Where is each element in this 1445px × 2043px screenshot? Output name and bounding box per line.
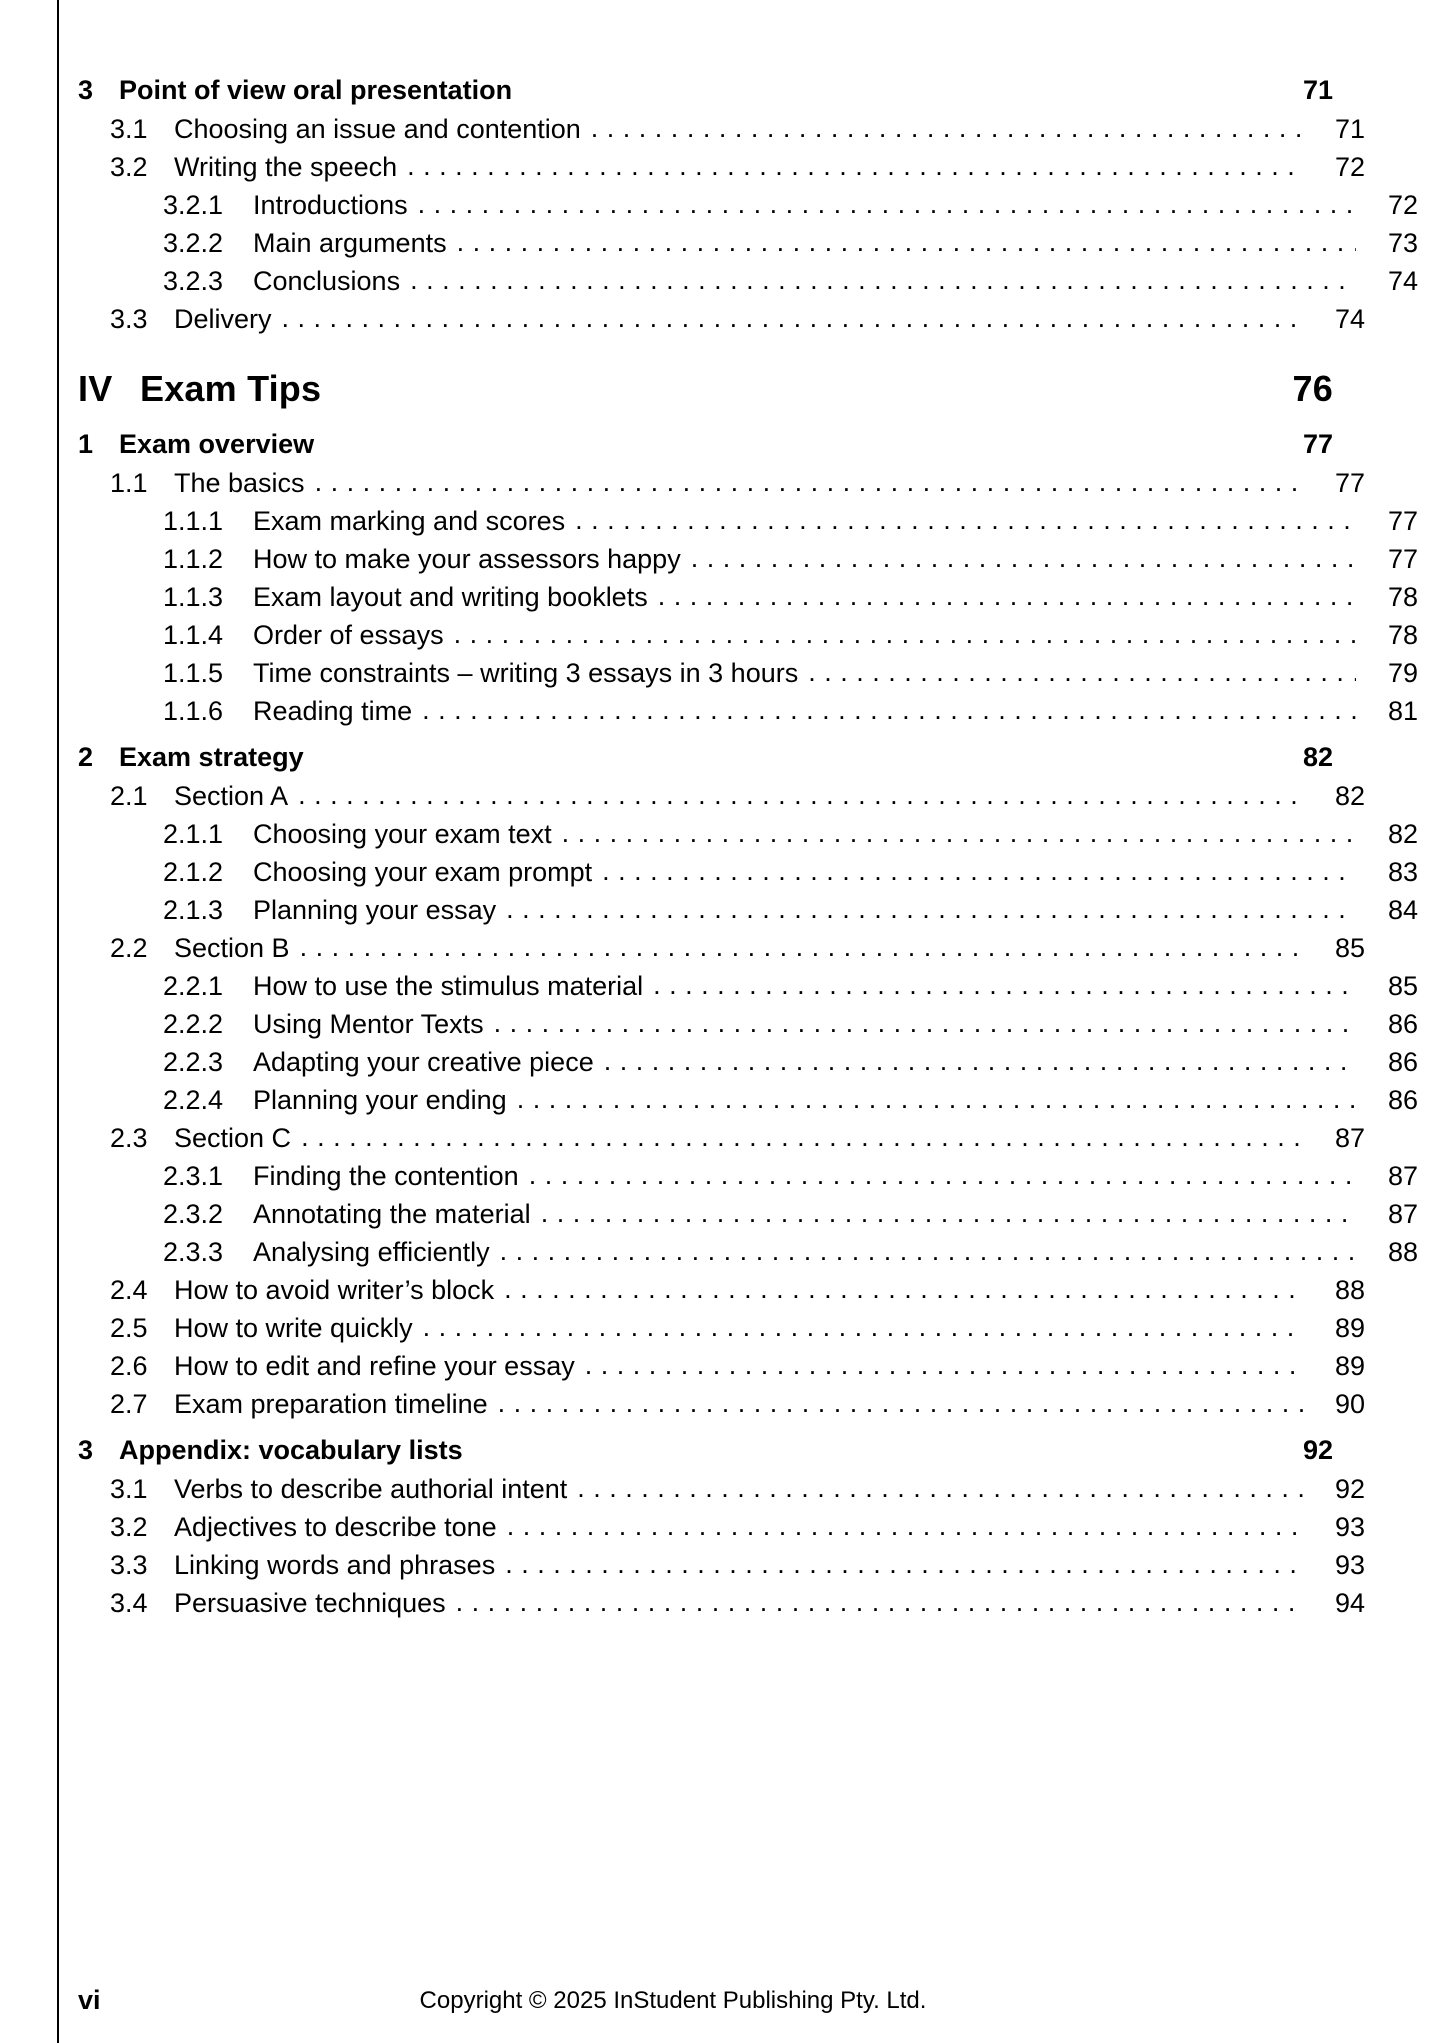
toc-entry-chapter[interactable]: [78, 72, 1333, 106]
toc-entry-number: 2.1.3: [163, 895, 224, 925]
toc-entry-number: 3.2: [110, 152, 148, 182]
toc-entry-subsection[interactable]: [78, 1234, 1418, 1268]
toc-entry-page-number: 93: [1334, 1550, 1365, 1580]
toc-dot-leader: [282, 301, 1303, 328]
toc-dot-leader: [577, 1471, 1303, 1498]
toc-entry-subsection[interactable]: [78, 617, 1418, 651]
toc-entry-part[interactable]: [78, 365, 1333, 410]
toc-entry-title: Section B: [174, 933, 290, 963]
toc-entry-number: 2.1.1: [163, 819, 224, 849]
toc-entry-number: 1: [78, 429, 94, 459]
toc-entry-page-number: 88: [1334, 1275, 1365, 1305]
toc-entry-title: Exam strategy: [119, 742, 304, 772]
toc-entry-subsection[interactable]: [78, 503, 1418, 537]
toc-entry-number: 2.2: [110, 933, 148, 963]
toc-entry-page-number: 78: [1387, 582, 1418, 612]
toc-dot-leader: [541, 1196, 1356, 1223]
table-of-contents: [78, 60, 1418, 1623]
toc-entry-page-number: 83: [1387, 857, 1418, 887]
toc-entry-chapter[interactable]: [78, 739, 1333, 773]
toc-entry-title: Time constraints – writing 3 essays in 3 hours: [253, 658, 799, 688]
toc-dot-leader: [517, 1082, 1356, 1109]
toc-entry-page-number: 85: [1387, 971, 1418, 1001]
toc-entry-section[interactable]: [78, 1348, 1365, 1382]
toc-dot-leader: [529, 1158, 1356, 1185]
toc-entry-page-number: 87: [1387, 1161, 1418, 1191]
toc-entry-subsection[interactable]: [78, 816, 1418, 850]
toc-entry-number: 2: [78, 742, 94, 772]
toc-entry-section[interactable]: [78, 1509, 1365, 1543]
toc-entry-title: Exam Tips: [140, 368, 322, 409]
toc-entry-subsection[interactable]: [78, 693, 1418, 727]
toc-entry-number: 2.3.1: [163, 1161, 224, 1191]
toc-entry-number: 1.1.1: [163, 506, 224, 536]
toc-dot-leader: [301, 1120, 1303, 1147]
toc-entry-number: 3.2.2: [163, 228, 224, 258]
toc-entry-title: Exam overview: [119, 429, 315, 459]
toc-dot-leader: [691, 541, 1356, 568]
toc-entry-chapter[interactable]: [78, 1432, 1333, 1466]
toc-entry-number: 2.7: [110, 1389, 148, 1419]
toc-entry-number: 2.5: [110, 1313, 148, 1343]
toc-entry-title: Verbs to describe authorial intent: [174, 1474, 568, 1504]
toc-entry-page-number: 77: [1334, 468, 1365, 498]
toc-dot-leader: [507, 1509, 1303, 1536]
toc-entry-subsection[interactable]: [78, 655, 1418, 689]
toc-entry-title: Exam marking and scores: [253, 506, 566, 536]
toc-entry-section[interactable]: [78, 1272, 1365, 1306]
toc-entry-title: How to edit and refine your essay: [174, 1351, 575, 1381]
toc-dot-leader: [494, 1006, 1356, 1033]
toc-entry-page-number: 86: [1387, 1085, 1418, 1115]
toc-entry-subsection[interactable]: [78, 263, 1418, 297]
toc-entry-page-number: 71: [1302, 75, 1333, 105]
toc-entry-title: How to use the stimulus material: [253, 971, 644, 1001]
toc-entry-subsection[interactable]: [78, 225, 1418, 259]
toc-entry-title: Choosing an issue and contention: [174, 114, 581, 144]
toc-entry-subsection[interactable]: [78, 1006, 1418, 1040]
toc-entry-section[interactable]: [78, 778, 1365, 812]
toc-entry-number: 2.2.2: [163, 1009, 224, 1039]
toc-entry-title: How to write quickly: [174, 1313, 413, 1343]
toc-entry-number: 3: [78, 75, 94, 105]
toc-entry-subsection[interactable]: [78, 541, 1418, 575]
toc-entry-page-number: 92: [1302, 1435, 1333, 1465]
toc-dot-leader: [300, 930, 1303, 957]
toc-dot-leader: [418, 187, 1356, 214]
toc-entry-chapter[interactable]: [78, 426, 1333, 460]
toc-entry-page-number: 72: [1387, 190, 1418, 220]
toc-dot-leader: [504, 1272, 1303, 1299]
toc-entry-page-number: 73: [1387, 228, 1418, 258]
toc-entry-page-number: 74: [1387, 266, 1418, 296]
toc-entry-subsection[interactable]: [78, 968, 1418, 1002]
toc-entry-title: Writing the speech: [174, 152, 398, 182]
toc-entry-number: 1.1.2: [163, 544, 224, 574]
toc-dot-leader: [410, 263, 1356, 290]
toc-entry-number: 2.3.3: [163, 1237, 224, 1267]
toc-entry-title: Analysing efficiently: [253, 1237, 490, 1267]
copyright-notice: Copyright © 2025 InStudent Publishing Pty. Ltd.: [419, 1987, 927, 2014]
toc-dot-leader: [506, 892, 1356, 919]
toc-entry-number: 1.1.3: [163, 582, 224, 612]
toc-entry-title: Main arguments: [253, 228, 447, 258]
toc-dot-leader: [602, 854, 1356, 881]
toc-entry-number: 2.4: [110, 1275, 148, 1305]
toc-entry-section[interactable]: [78, 1547, 1365, 1581]
toc-entry-title: Annotating the material: [253, 1199, 531, 1229]
toc-entry-title: Linking words and phrases: [174, 1550, 496, 1580]
toc-entry-page-number: 82: [1302, 742, 1333, 772]
toc-entry-number: 2.2.3: [163, 1047, 224, 1077]
toc-entry-number: 2.1.2: [163, 857, 224, 887]
toc-entry-page-number: 77: [1387, 506, 1418, 536]
toc-entry-title: Choosing your exam prompt: [253, 857, 593, 887]
toc-entry-subsection[interactable]: [78, 1082, 1418, 1116]
toc-entry-section[interactable]: [78, 149, 1365, 183]
toc-dot-leader: [498, 1386, 1303, 1413]
toc-entry-number: 1.1.5: [163, 658, 224, 688]
toc-dot-leader: [422, 693, 1356, 720]
toc-dot-leader: [457, 225, 1356, 252]
toc-entry-page-number: 81: [1387, 696, 1418, 726]
toc-dot-leader: [454, 617, 1356, 644]
toc-entry-number: 3.4: [110, 1588, 148, 1618]
toc-entry-page-number: 84: [1387, 895, 1418, 925]
toc-entry-number: 3: [78, 1435, 94, 1465]
toc-entry-page-number: 86: [1387, 1009, 1418, 1039]
toc-entry-page-number: 79: [1387, 658, 1418, 688]
toc-entry-number: 3.2.3: [163, 266, 224, 296]
toc-entry-number: 3.3: [110, 304, 148, 334]
toc-entry-section[interactable]: [78, 930, 1365, 964]
toc-entry-title: Delivery: [174, 304, 272, 334]
toc-entry-title: How to make your assessors happy: [253, 544, 681, 574]
toc-dot-leader: [575, 503, 1356, 530]
toc-entry-number: 2.2.4: [163, 1085, 224, 1115]
toc-entry-page-number: 74: [1334, 304, 1365, 334]
toc-entry-title: Exam preparation timeline: [174, 1389, 488, 1419]
toc-entry-subsection[interactable]: [78, 1158, 1418, 1192]
toc-dot-leader: [315, 465, 1303, 492]
toc-entry-subsection[interactable]: [78, 892, 1418, 926]
toc-entry-page-number: 85: [1334, 933, 1365, 963]
toc-dot-leader: [808, 655, 1356, 682]
toc-entry-title: Persuasive techniques: [174, 1588, 446, 1618]
toc-entry-page-number: 86: [1387, 1047, 1418, 1077]
toc-entry-subsection[interactable]: [78, 1196, 1418, 1230]
toc-entry-number: IV: [78, 368, 113, 409]
toc-entry-subsection[interactable]: [78, 854, 1418, 888]
toc-entry-title: Exam layout and writing booklets: [253, 582, 648, 612]
toc-dot-leader: [585, 1348, 1303, 1375]
folio-number: vi: [78, 1985, 101, 2015]
toc-entry-page-number: 72: [1334, 152, 1365, 182]
toc-entry-number: 1.1.6: [163, 696, 224, 726]
toc-entry-page-number: 92: [1334, 1474, 1365, 1504]
toc-dot-leader: [604, 1044, 1356, 1071]
toc-dot-leader: [562, 816, 1356, 843]
toc-entry-section[interactable]: [78, 1585, 1365, 1619]
toc-entry-section[interactable]: [78, 1310, 1365, 1344]
toc-entry-title: Point of view oral presentation: [119, 75, 513, 105]
toc-entry-section[interactable]: [78, 1386, 1365, 1420]
toc-entry-section[interactable]: [78, 465, 1365, 499]
toc-entry-number: 2.3: [110, 1123, 148, 1153]
toc-entry-title: The basics: [174, 468, 305, 498]
toc-entry-page-number: 71: [1334, 114, 1365, 144]
toc-entry-number: 2.1: [110, 781, 148, 811]
toc-entry-page-number: 78: [1387, 620, 1418, 650]
toc-dot-leader: [407, 149, 1303, 176]
toc-entry-subsection[interactable]: [78, 1044, 1418, 1078]
toc-dot-leader: [653, 968, 1356, 995]
toc-entry-title: Planning your ending: [253, 1085, 507, 1115]
toc-entry-number: 3.2.1: [163, 190, 224, 220]
toc-entry-title: Adapting your creative piece: [253, 1047, 594, 1077]
toc-entry-subsection[interactable]: [78, 187, 1418, 221]
toc-entry-page-number: 89: [1334, 1351, 1365, 1381]
toc-entry-title: Order of essays: [253, 620, 444, 650]
toc-entry-page-number: 94: [1334, 1588, 1365, 1618]
toc-entry-title: Section A: [174, 781, 289, 811]
toc-dot-leader: [456, 1585, 1303, 1612]
toc-entry-title: Section C: [174, 1123, 292, 1153]
toc-entry-title: How to avoid writer’s block: [174, 1275, 495, 1305]
toc-entry-page-number: 88: [1387, 1237, 1418, 1267]
toc-entry-number: 2.6: [110, 1351, 148, 1381]
toc-entry-page-number: 77: [1387, 544, 1418, 574]
toc-entry-number: 2.3.2: [163, 1199, 224, 1229]
toc-entry-page-number: 77: [1302, 429, 1333, 459]
toc-entry-number: 3.2: [110, 1512, 148, 1542]
toc-dot-leader: [658, 579, 1356, 606]
toc-entry-page-number: 93: [1334, 1512, 1365, 1542]
toc-entry-page-number: 87: [1334, 1123, 1365, 1153]
toc-entry-page-number: 76: [1292, 368, 1333, 409]
toc-entry-title: Choosing your exam text: [253, 819, 552, 849]
toc-entry-page-number: 82: [1334, 781, 1365, 811]
page-edge-rule: [57, 0, 59, 2043]
toc-dot-leader: [505, 1547, 1303, 1574]
toc-entry-section[interactable]: [78, 1120, 1365, 1154]
toc-entry-title: Conclusions: [253, 266, 401, 296]
toc-entry-number: 1.1: [110, 468, 148, 498]
toc-dot-leader: [423, 1310, 1303, 1337]
toc-entry-page-number: 90: [1334, 1389, 1365, 1419]
toc-entry-title: Using Mentor Texts: [253, 1009, 484, 1039]
toc-entry-title: Appendix: vocabulary lists: [119, 1435, 463, 1465]
toc-entry-number: 3.3: [110, 1550, 148, 1580]
toc-entry-number: 3.1: [110, 1474, 148, 1504]
toc-dot-leader: [500, 1234, 1356, 1261]
toc-entry-section[interactable]: [78, 301, 1365, 335]
toc-entry-number: 2.2.1: [163, 971, 224, 1001]
toc-entry-page-number: 87: [1387, 1199, 1418, 1229]
toc-entry-subsection[interactable]: [78, 579, 1418, 613]
toc-entry-title: Finding the contention: [253, 1161, 519, 1191]
toc-entry-page-number: 82: [1387, 819, 1418, 849]
toc-entry-section[interactable]: [78, 1471, 1365, 1505]
toc-entry-title: Reading time: [253, 696, 413, 726]
toc-entry-title: Adjectives to describe tone: [174, 1512, 497, 1542]
toc-entry-page-number: 89: [1334, 1313, 1365, 1343]
toc-entry-number: 3.1: [110, 114, 148, 144]
toc-dot-leader: [591, 111, 1303, 138]
page-footer: [78, 1985, 1368, 2025]
toc-entry-number: 1.1.4: [163, 620, 224, 650]
toc-entry-section[interactable]: [78, 111, 1365, 145]
toc-entry-title: Planning your essay: [253, 895, 497, 925]
toc-entry-title: Introductions: [253, 190, 408, 220]
toc-dot-leader: [298, 778, 1303, 805]
